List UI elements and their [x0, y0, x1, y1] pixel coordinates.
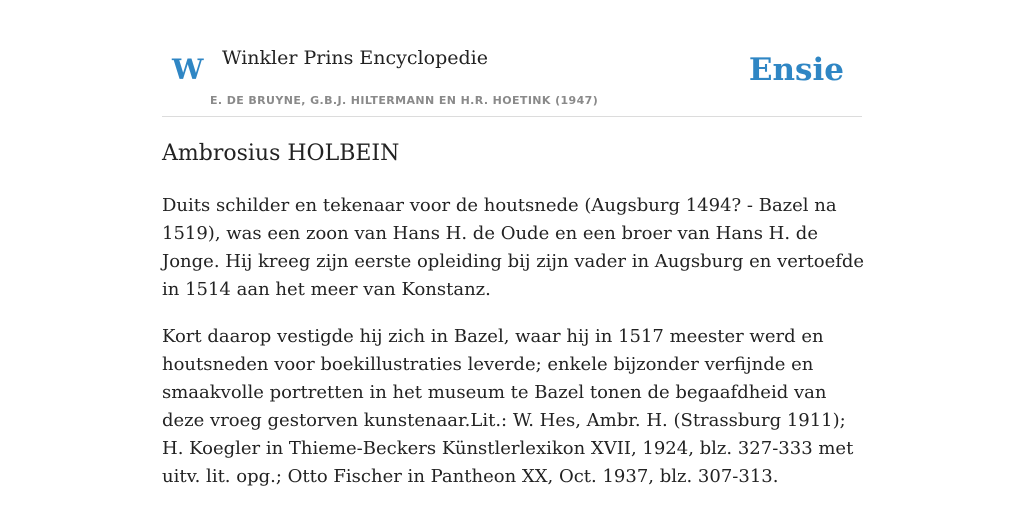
article-paragraph: Duits schilder en tekenaar voor de houtsnede (Augsburg 1494? - Bazel na 1519), was een zoon van Hans H. de Oude en een broer van Hans H. de Jonge. Hij kreeg zijn eerste opleiding bij zijn vader in Augsburg en vertoefde in 1514 aan het meer van Konstanz.	[162, 195, 865, 300]
winkler-prins-logo-icon[interactable]: W	[172, 53, 204, 86]
article-title: Ambrosius HOLBEIN	[162, 141, 400, 166]
article	[162, 138, 868, 491]
site-title[interactable]: Winkler Prins Encyclopedie	[222, 47, 488, 69]
ensie-logo-link[interactable]: Ensie	[748, 52, 844, 88]
header	[162, 0, 862, 117]
article-paragraph: Kort daarop vestigde hij zich in Bazel, waar hij in 1517 meester werd en houtsneden voor boekillustraties leverde; enkele bijzonder verfijnde en smaakvolle portretten in het museum te Bazel tonen de begaafdheid van deze vroeg gestorven kunstenaar.Lit.: W. Hes, Ambr. H. (Strassburg 1911); H. Koegler in Thieme-Beckers Künstlerlexikon XVII, 1924, blz. 327-333 met uitv. lit. opg.; Otto Fischer in Pantheon XX, Oct. 1937, blz. 307-313.	[162, 326, 854, 487]
authors-subtitle: E. DE BRUYNE, G.B.J. HILTERMANN EN H.R. HOETINK (1947)	[210, 94, 599, 107]
